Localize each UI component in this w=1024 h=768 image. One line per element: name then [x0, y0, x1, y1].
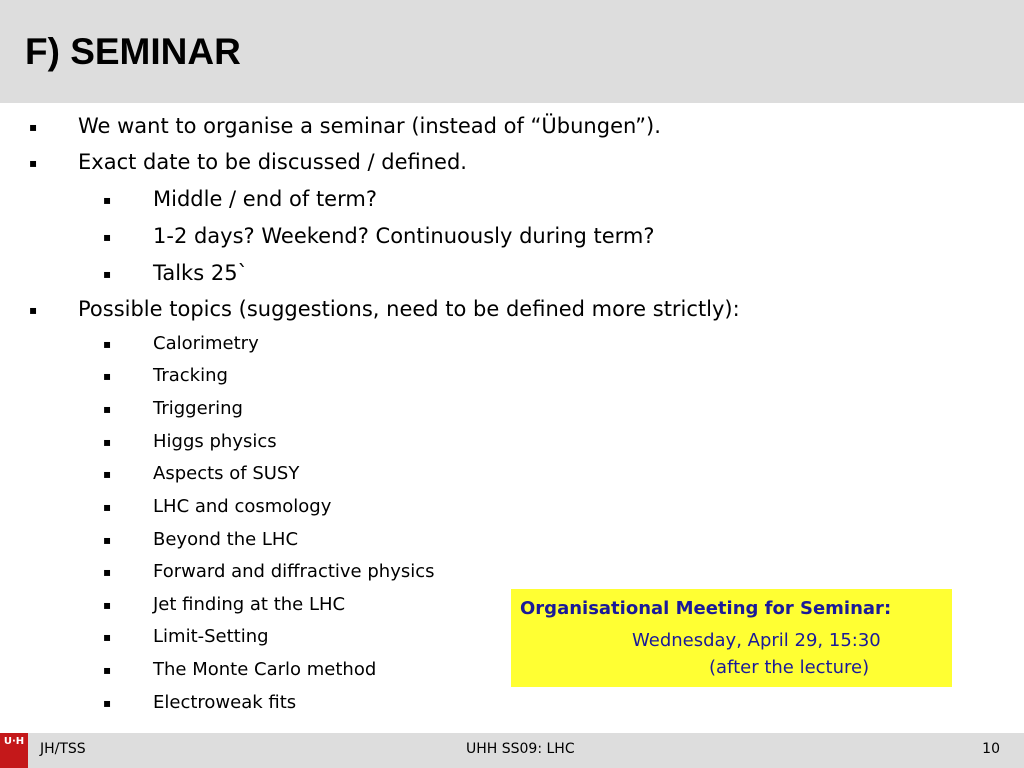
bullet-icon: ▪ [103, 598, 112, 612]
bullet-text: 1-2 days? Weekend? Continuously during term? [153, 224, 655, 248]
callout-date: Wednesday, April 29, 15:30 [632, 630, 881, 651]
bullet-icon: ▪ [103, 500, 112, 514]
topic-text: Calorimetry [153, 333, 259, 354]
bullet-icon: ▪ [103, 230, 112, 244]
bullet-text: Possible topics (suggestions, need to be defined more strictly): [78, 297, 740, 321]
topic-text: LHC and cosmology [153, 496, 332, 517]
bullet-text: Middle / end of term? [153, 187, 377, 211]
topic-text: Jet finding at the LHC [153, 594, 346, 615]
topic-text: Forward and diffractive physics [153, 561, 435, 582]
bullet-icon: ▪ [103, 193, 112, 207]
bullet-icon: ▪ [29, 156, 38, 170]
callout-title: Organisational Meeting for Seminar: [520, 598, 892, 619]
bullet-icon: ▪ [103, 467, 112, 481]
footer-course: UHH SS09: LHC [466, 741, 575, 757]
callout-note: (after the lecture) [709, 657, 870, 678]
topic-text: Aspects of SUSY [153, 463, 300, 484]
uhh-logo-icon: U·H [0, 733, 28, 768]
bullet-icon: ▪ [103, 435, 112, 449]
bullet-text: Exact date to be discussed / defined. [78, 150, 467, 174]
bullet-icon: ▪ [103, 402, 112, 416]
topic-text: Tracking [153, 365, 228, 386]
bullet-icon: ▪ [103, 565, 112, 579]
bullet-icon: ▪ [29, 120, 38, 134]
topic-text: The Monte Carlo method [153, 659, 377, 680]
meeting-callout [511, 589, 952, 687]
bullet-text: We want to organise a seminar (instead of “Übungen”). [78, 114, 661, 138]
topic-text: Higgs physics [153, 431, 277, 452]
topic-text: Electroweak fits [153, 692, 297, 713]
bullet-icon: ▪ [29, 303, 38, 317]
bullet-icon: ▪ [103, 696, 112, 710]
bullet-icon: ▪ [103, 533, 112, 547]
topic-text: Triggering [153, 398, 243, 419]
topic-text: Beyond the LHC [153, 529, 299, 550]
bullet-text: Talks 25` [153, 261, 249, 285]
bullet-icon: ▪ [103, 369, 112, 383]
footer-author: JH/TSS [40, 741, 86, 757]
topic-text: Limit-Setting [153, 626, 269, 647]
bullet-icon: ▪ [103, 663, 112, 677]
slide-header [0, 0, 1024, 103]
slide-title: F) SEMINAR [25, 31, 241, 72]
slide-footer [0, 733, 1024, 768]
bullet-icon: ▪ [103, 630, 112, 644]
bullet-icon: ▪ [103, 267, 112, 281]
page-number: 10 [982, 741, 1000, 757]
bullet-icon: ▪ [103, 337, 112, 351]
